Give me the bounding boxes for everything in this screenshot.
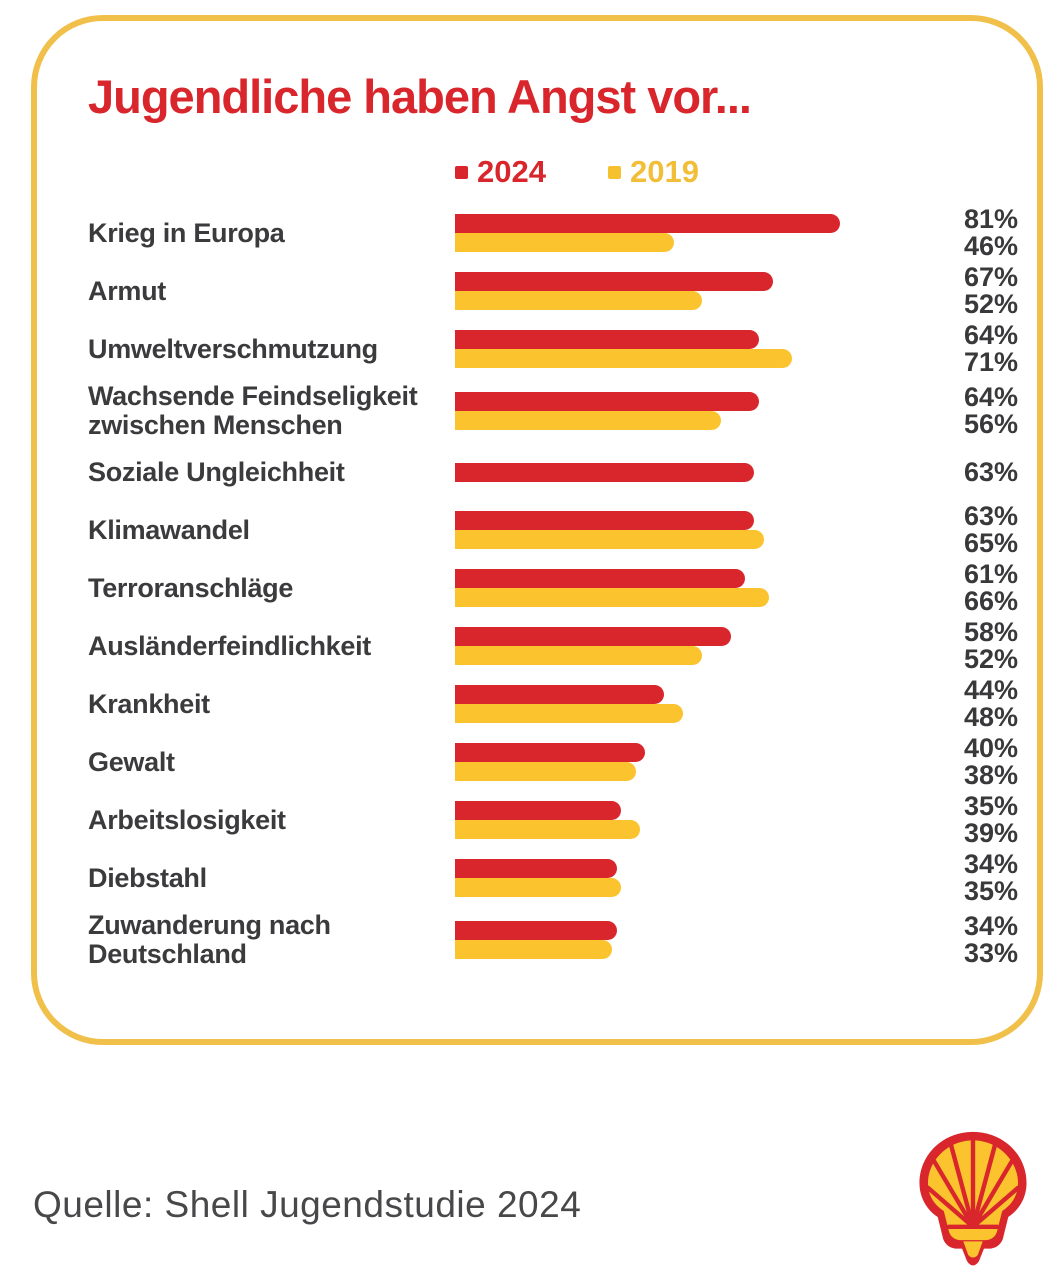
bar-2019	[455, 233, 674, 252]
bar-2019	[455, 820, 640, 839]
chart-row	[88, 204, 1018, 262]
bar-2024	[455, 511, 754, 530]
legend	[455, 154, 1037, 190]
value-2019: 33%	[963, 937, 1018, 968]
value-labels	[932, 735, 1018, 789]
chart-row	[88, 849, 1018, 907]
bar-2024	[455, 392, 759, 411]
bar-group	[455, 511, 932, 549]
value-labels	[932, 206, 1018, 260]
bar-group	[455, 685, 932, 723]
value-2024: 34%	[963, 910, 1018, 941]
value-labels	[932, 561, 1018, 615]
chart-row	[88, 262, 1018, 320]
value-2019: 46%	[963, 231, 1018, 261]
value-labels	[932, 677, 1018, 731]
category-label: Krankheit	[88, 688, 210, 719]
value-2024: 63%	[963, 456, 1018, 487]
bar-2024	[455, 685, 664, 704]
category-label: Wachsende Feindseligkeit zwischen Menschen	[88, 380, 418, 440]
value-2024: 35%	[963, 791, 1018, 821]
chart-row	[88, 320, 1018, 378]
category-label: Arbeitslosigkeit	[88, 804, 286, 835]
bar-2024	[455, 859, 617, 878]
bar-2024	[455, 214, 840, 233]
category-label: Krieg in Europa	[88, 217, 285, 248]
shell-pecten-logo	[900, 1124, 1046, 1276]
bar-chart	[88, 204, 1018, 972]
chart-row	[88, 907, 1018, 972]
category-label: Ausländerfeindlichkeit	[88, 630, 371, 661]
value-2019: 71%	[963, 347, 1018, 377]
value-labels	[932, 456, 1018, 487]
legend-item-2024	[455, 154, 546, 190]
legend-label-2019: 2019	[629, 154, 699, 189]
chart-row	[88, 443, 1018, 501]
bar-group	[455, 330, 932, 368]
chart-row	[88, 617, 1018, 675]
bar-2024	[455, 801, 621, 820]
bar-2024	[455, 627, 731, 646]
value-2024: 44%	[963, 675, 1018, 705]
value-2019: 48%	[963, 702, 1018, 732]
value-2024: 40%	[963, 733, 1018, 763]
chart-row	[88, 501, 1018, 559]
bar-2019	[455, 291, 702, 310]
bar-group	[455, 859, 932, 897]
bar-group	[455, 214, 932, 252]
bar-2019	[455, 349, 792, 368]
value-2019: 66%	[963, 586, 1018, 616]
legend-swatch-2019	[608, 166, 621, 179]
category-label: Zuwanderung nach Deutschland	[88, 909, 331, 969]
bar-2024	[455, 921, 617, 940]
chart-row	[88, 675, 1018, 733]
category-label: Umweltverschmutzung	[88, 333, 378, 364]
value-labels	[932, 264, 1018, 318]
value-2019: 65%	[963, 528, 1018, 558]
bar-2019	[455, 940, 612, 959]
value-labels	[932, 322, 1018, 376]
value-2024: 34%	[963, 849, 1018, 879]
legend-label-2024: 2024	[477, 154, 546, 189]
value-labels	[932, 793, 1018, 847]
value-2024: 64%	[963, 320, 1018, 350]
bar-group	[455, 743, 932, 781]
bar-2024	[455, 463, 754, 482]
category-label: Klimawandel	[88, 514, 250, 545]
bar-group	[455, 272, 932, 310]
bar-2024	[455, 330, 759, 349]
category-label: Gewalt	[88, 746, 175, 777]
source-caption: Quelle: Shell Jugendstudie 2024	[33, 1184, 582, 1225]
value-2019: 35%	[963, 876, 1018, 906]
bar-2019	[455, 762, 636, 781]
value-2019: 52%	[963, 289, 1018, 319]
bar-group	[455, 392, 932, 430]
value-labels	[932, 619, 1018, 673]
value-2024: 61%	[963, 559, 1018, 589]
bar-group	[455, 569, 932, 607]
category-label: Soziale Ungleichheit	[88, 456, 345, 487]
bar-2019	[455, 588, 769, 607]
bar-2024	[455, 569, 745, 588]
chart-row	[88, 733, 1018, 791]
bar-2024	[455, 743, 645, 762]
legend-swatch-2024	[455, 166, 468, 179]
bar-group	[455, 921, 932, 959]
value-2024: 81%	[963, 204, 1018, 234]
category-label: Diebstahl	[88, 862, 207, 893]
value-2024: 58%	[963, 617, 1018, 647]
value-labels	[932, 851, 1018, 905]
value-2019: 38%	[963, 760, 1018, 790]
value-2024: 63%	[963, 501, 1018, 531]
chart-row	[88, 378, 1018, 443]
chart-row	[88, 791, 1018, 849]
category-label: Terroranschläge	[88, 572, 294, 603]
chart-title: Jugendliche haben Angst vor...	[88, 70, 751, 123]
bar-2019	[455, 411, 721, 430]
legend-item-2019	[608, 154, 699, 190]
infographic-card	[31, 15, 1043, 1045]
bar-2024	[455, 272, 773, 291]
value-2019: 52%	[963, 644, 1018, 674]
value-labels	[932, 910, 1018, 968]
value-2019: 56%	[963, 408, 1018, 439]
category-label: Armut	[88, 275, 166, 306]
bar-2019	[455, 646, 702, 665]
chart-row	[88, 559, 1018, 617]
bar-2019	[455, 704, 683, 723]
bar-2019	[455, 530, 764, 549]
bar-group	[455, 801, 932, 839]
bar-group	[455, 627, 932, 665]
bar-2019	[455, 878, 621, 897]
bar-group	[455, 463, 932, 482]
value-2024: 67%	[963, 262, 1018, 292]
value-2024: 64%	[963, 381, 1018, 412]
value-labels	[932, 381, 1018, 439]
value-labels	[932, 503, 1018, 557]
value-2019: 39%	[963, 818, 1018, 848]
